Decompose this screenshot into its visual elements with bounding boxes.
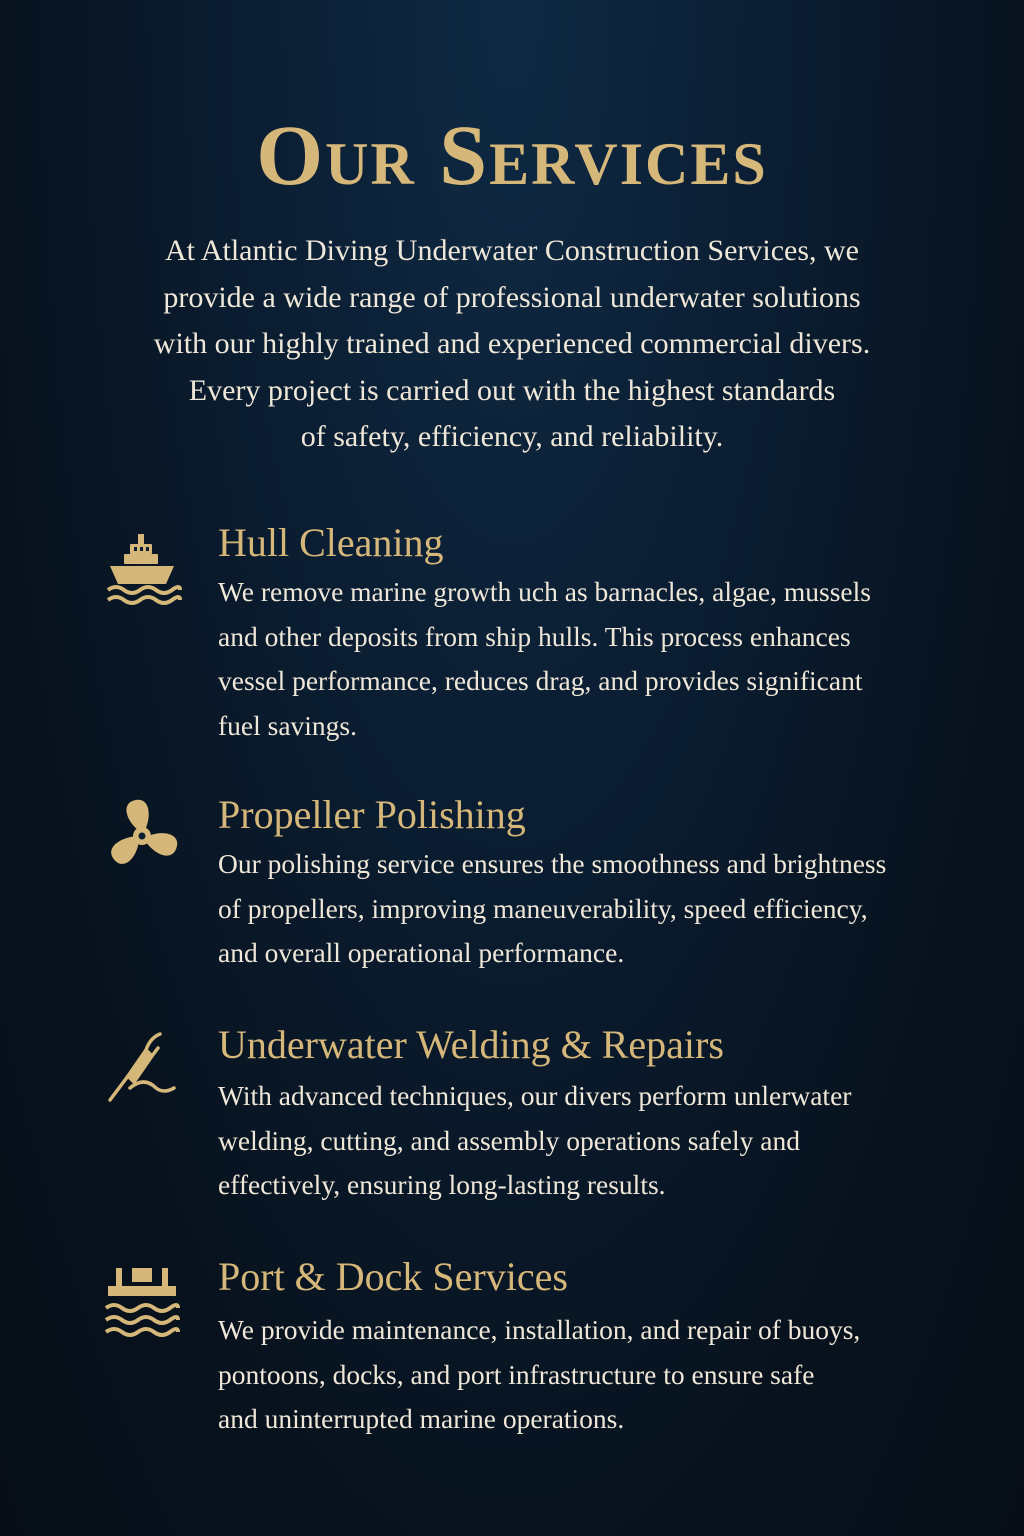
dock-icon — [100, 1260, 184, 1344]
propeller-icon — [100, 792, 184, 876]
intro-line: provide a wide range of professional underwater solutions — [163, 280, 861, 314]
service-description-line: pontoons, docks, and port infrastructure to ensure safe — [218, 1358, 815, 1390]
service-description — [218, 1074, 978, 1208]
service-description-line: fuel savings. — [218, 709, 358, 741]
intro-line: At Atlantic Diving Underwater Construction Services, we — [164, 234, 859, 267]
service-description-line: We provide maintenance, installation, and repair of buoys, — [218, 1314, 861, 1345]
service-description-line: With advanced techniques, our divers perform unlerwater — [218, 1080, 852, 1111]
service-description-line: welding, cutting, and assembly operations safely and — [218, 1124, 800, 1156]
intro-line: with our highly trained and experienced commercial divers. — [153, 327, 871, 360]
ship-icon — [100, 528, 184, 612]
service-heading: Hull Cleaning — [218, 520, 444, 565]
service-description-line: and uninterrupted marine operations. — [218, 1403, 625, 1434]
service-description — [218, 842, 978, 976]
service-description-line: vessel performance, reduces drag, and provides significant — [218, 665, 863, 696]
service-heading: Underwater Welding & Repairs — [218, 1022, 724, 1067]
service-description-line: and other deposits from ship hulls. This process enhances — [218, 620, 851, 652]
intro-line: of safety, efficiency, and reliability. — [300, 420, 724, 453]
welding-torch-icon — [100, 1026, 184, 1110]
service-description — [218, 1308, 978, 1442]
service-description-line: of propellers, improving maneuverability, speed efficiency, — [218, 892, 868, 924]
service-description-line: We remove marine growth uch as barnacles, algae, mussels — [218, 576, 871, 607]
service-heading: Port & Dock Services — [218, 1254, 568, 1299]
service-heading: Propeller Polishing — [218, 792, 526, 837]
service-description-line: Our polishing service ensures the smoothness and brightness — [218, 848, 887, 879]
service-description — [218, 570, 978, 748]
service-description-line: effectively, ensuring long-lasting results. — [218, 1169, 666, 1200]
intro-paragraph — [92, 228, 932, 461]
service-description-line: and overall operational performance. — [218, 937, 625, 968]
page-title: Our Services — [256, 107, 768, 203]
intro-line: Every project is carried out with the highest standards — [188, 373, 836, 407]
